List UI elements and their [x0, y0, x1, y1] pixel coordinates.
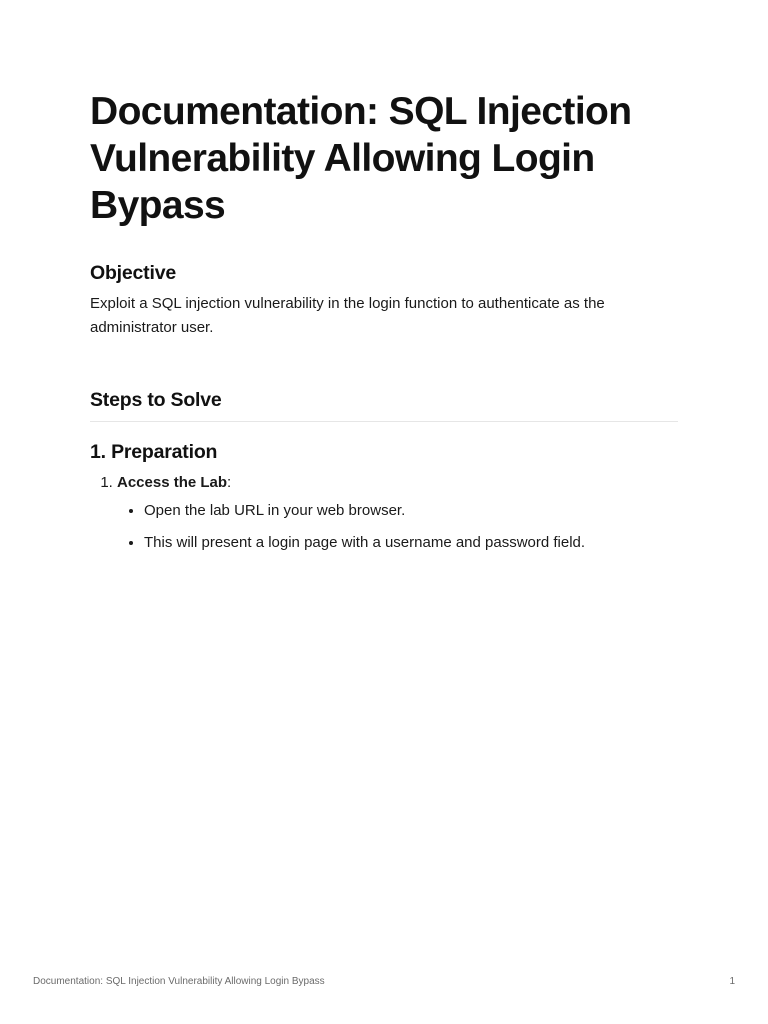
section-divider	[90, 421, 678, 422]
list-item: • This will present a login page with a username and password field.	[144, 531, 678, 555]
objective-heading: Objective	[90, 262, 176, 284]
footer-title: Documentation: SQL Injection Vulnerability Allowing Login Bypass	[33, 976, 325, 987]
document-title: Documentation: SQL Injection Vulnerability Allowing Login Bypass	[90, 90, 632, 227]
objective-text: Exploit a SQL injection vulnerability in the login function to authenticate as the administrator user.	[90, 295, 605, 336]
step-label: Access the Lab	[117, 474, 228, 491]
preparation-steps-list	[90, 471, 678, 555]
preparation-heading: 1. Preparation	[90, 441, 218, 463]
list-item	[117, 471, 678, 555]
step-label-suffix: :	[227, 474, 232, 491]
steps-heading: Steps to Solve	[90, 389, 222, 411]
document-page	[90, 88, 678, 555]
list-item: • Open the lab URL in your web browser.	[144, 499, 678, 523]
step-substeps-list	[117, 499, 678, 555]
page-number: 1	[729, 976, 735, 987]
page-footer	[33, 974, 735, 990]
